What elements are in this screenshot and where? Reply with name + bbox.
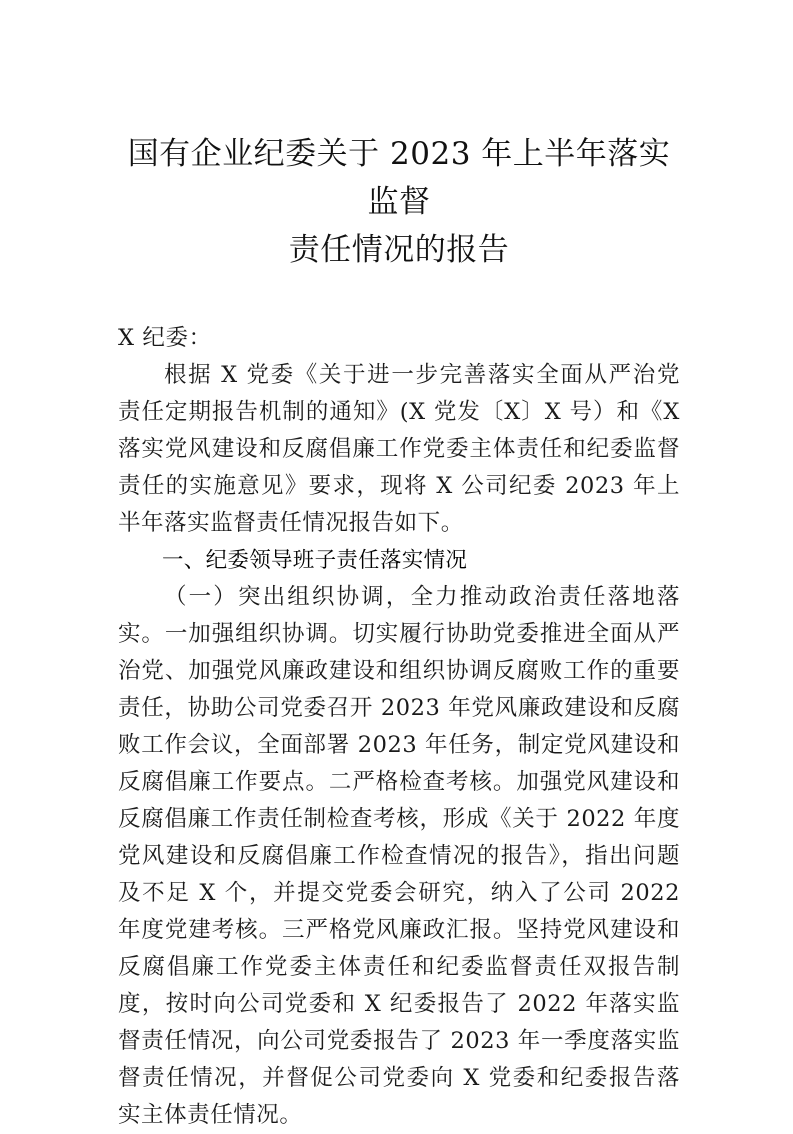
page-title-line-2: 责任情况的报告	[288, 232, 510, 268]
page-title-line-1: 国有企业纪委关于 2023 年上半年落实监督	[127, 136, 671, 220]
section-heading-1: 一、纪委领导班子责任落实情况	[162, 548, 468, 573]
title-spacer	[118, 280, 680, 320]
paragraph-subsection-1-1: （一）突出组织协调，全力推动政治责任落地落实。一加强组织协调。切实履行协助党委推进全面从严治党、加强党风廉政建设和组织协调反腐败工作的重要责任，协助公司党委召开 2023 年党风廉政建设和反腐败工作会议，全面部署 2023 年任务，制定党风建设和反腐倡廉工作要点。二严格检查考核。加强党风建设和反腐倡廉工作责任制检查考核，形成《关于 2022 年度党风建设和反腐倡廉工作检查情况的报告》，指出问题及不足 X 个，并提交党委会研究，纳入了公司 2022 年度党建考核。三严格党风廉政汇报。坚持党风建设和反腐倡廉工作党委主体责任和纪委监督责任双报告制度，按时向公司党委和 X 纪委报告了 2022 年落实监督责任情况，向公司党委报告了 2023 年一季度落实监督责任情况，并督促公司党委向 X 党委和纪委报告落实主体责任情况。	[118, 584, 680, 1128]
page-title	[118, 130, 680, 274]
salutation: X 纪委：	[118, 325, 212, 351]
paragraph-intro: 根据 X 党委《关于进一步完善落实全面从严治党责任定期报告机制的通知》(X 党发〔X〕X 号）和《X 落实党风建设和反腐倡廉工作党委主体责任和纪委监督责任的实施意见》要求，现将 X 公司纪委 2023 年上半年落实监督责任情况报告如下。	[118, 362, 680, 536]
